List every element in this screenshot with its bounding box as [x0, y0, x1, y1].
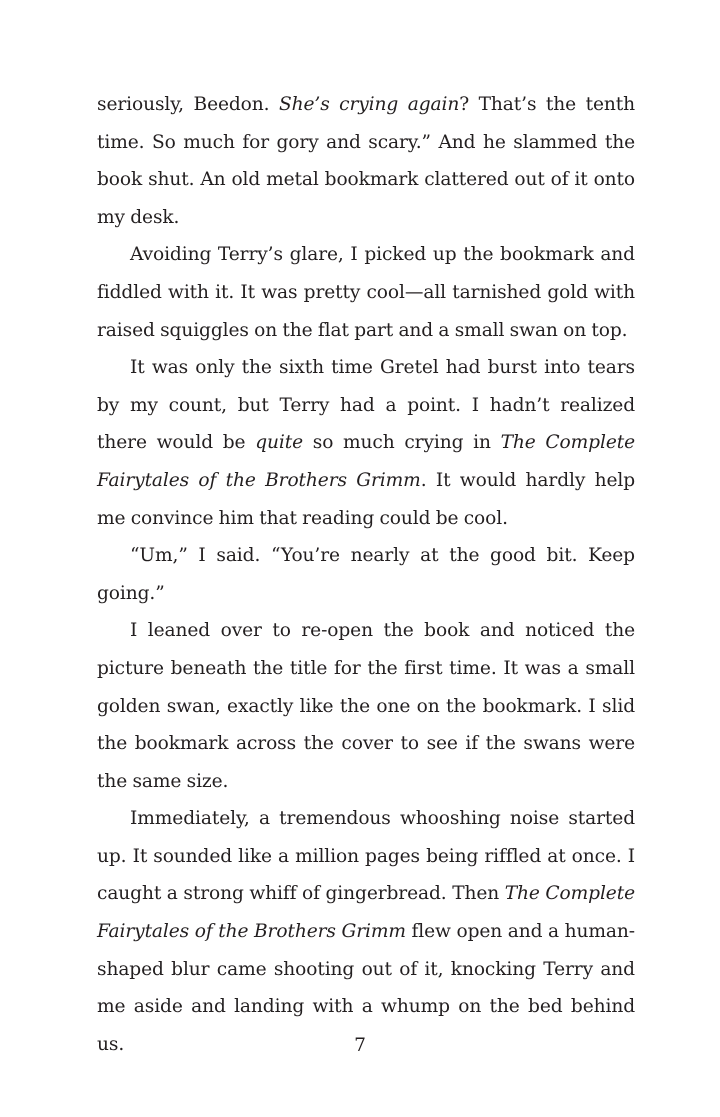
paragraph	[97, 236, 635, 349]
text-run: . It would hardly help me convince him that reading could be cool.	[97, 469, 635, 529]
italic-text-run: The Complete Fairytales of the Brothers Grimm	[97, 883, 635, 943]
text-run: seriously, Beedon.	[97, 94, 279, 115]
paragraph	[97, 86, 635, 236]
body-text	[97, 86, 635, 1063]
text-run: It was only the sixth time Gretel had burst into tears by my count, but Terry had a point. I hadn’t realized there would be	[97, 357, 635, 454]
paragraph	[97, 537, 635, 612]
text-run: I leaned over to re-open the book and noticed the picture beneath the title for the first time. It was a small golden swan, exactly like the one on the bookmark. I slid the bookmark across the cover to see if the swans were the same size.	[97, 620, 635, 792]
text-run: flew open and a human-shaped blur came shooting out of it, knocking Terry and me aside and landing with a whump on the bed behind us.	[97, 921, 635, 1055]
italic-text-run: quite	[255, 432, 304, 454]
text-run: ? That’s the tenth time. So much for gory and scary.” And he slammed the book shut. An old metal bookmark clattered out of it onto my desk.	[97, 94, 635, 228]
text-run: so much crying in	[303, 432, 501, 454]
italic-text-run: again	[407, 94, 460, 115]
paragraph	[97, 800, 635, 1063]
text-run: Avoiding Terry’s glare, I picked up the bookmark and fiddled with it. It was pretty cool—all tarnished gold with raised squiggles on the flat part and a small swan on top.	[97, 244, 635, 341]
text-run: “Um,” I said. “You’re nearly at the good bit. Keep going.”	[97, 545, 635, 604]
paragraph	[97, 612, 635, 800]
paragraph	[97, 349, 635, 537]
italic-text-run: The Complete Fairytales of the Brothers Grimm	[97, 432, 635, 491]
text-run: Immediately, a tremendous whooshing noise started up. It sounded like a million pages being riffled at once. I caught a strong whiff of gingerbread. Then	[97, 808, 635, 905]
page-number: 7	[354, 1035, 366, 1056]
italic-text-run: She’s crying	[278, 94, 408, 115]
